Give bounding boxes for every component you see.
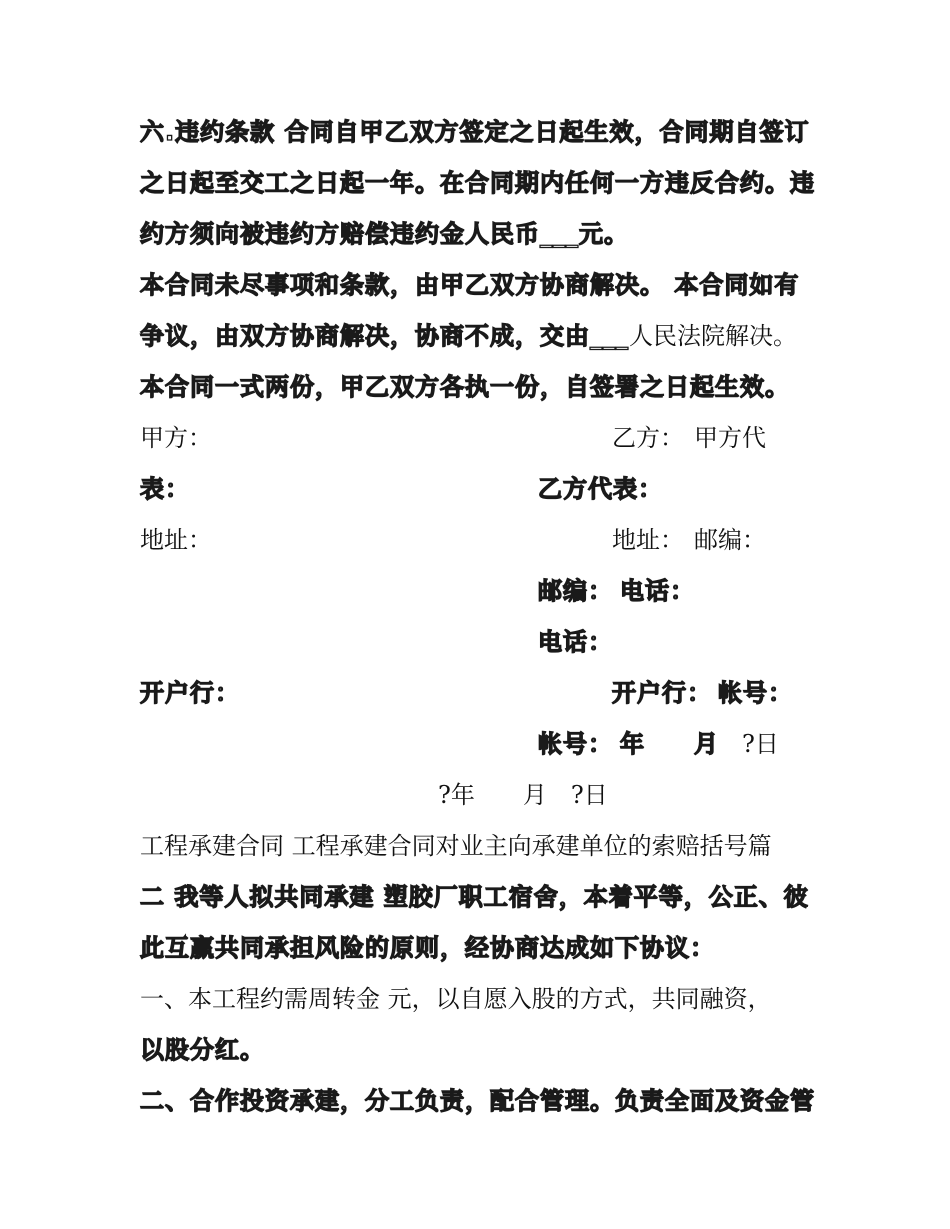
- bank-b-label: 开户行：: [612, 679, 712, 707]
- phone-b-label: 电话：: [538, 628, 613, 656]
- account-a-label: 帐号：: [538, 730, 613, 758]
- party-a-label: 甲方：: [140, 424, 212, 452]
- misc-line2-outlined: 争议，由双方协商解决，协商不成，交由___: [140, 322, 629, 350]
- clause6-line2: 之日起至交工之日起一年。在合同期内任何一方违反合约。违: [140, 169, 815, 197]
- postcode-a-label: 邮编：: [538, 577, 613, 605]
- date-b-month: 月: [694, 730, 719, 758]
- contract2-item1-line2: 以股分红。: [140, 1036, 265, 1064]
- party-a-rep-end: 表：: [140, 475, 190, 503]
- party-a-rep-start: 甲方代: [694, 424, 766, 452]
- contract2-item2-line1: 二、合作投资承建，分工负责，配合管理。负责全面及资金管: [140, 1087, 815, 1115]
- clause6-line1: 六.违约条款 合同自甲乙双方签定之日起生效，合同期自签订: [140, 118, 810, 146]
- misc-line1: 本合同未尽事项和条款，由甲乙双方协商解决。 本合同如有: [140, 271, 800, 299]
- account-b-label: 帐号：: [718, 679, 793, 707]
- contract2-intro1: 二 我等人拟共同承建 塑胶厂职工宿舍，本着平等，公正、彼: [140, 883, 809, 911]
- bank-a-label: 开户行：: [140, 679, 240, 707]
- date-b-day: ?日: [742, 730, 779, 758]
- party-b-label: 乙方：: [612, 424, 684, 452]
- contract2-heading: 工程承建合同 工程承建合同对业主向承建单位的索赔括号篇: [140, 832, 772, 860]
- party-b-rep-label: 乙方代表：: [538, 475, 663, 503]
- phone-a-label: 电话：: [620, 577, 695, 605]
- address-a-label: 地址：: [140, 526, 212, 554]
- clause6-line3: 约方须向被违约方赔偿违约金人民币___元。: [140, 220, 629, 248]
- address-b-label: 地址：: [612, 526, 684, 554]
- misc-line2-plain: 人民法院解决。: [629, 322, 797, 350]
- date-b-year: 年: [620, 730, 645, 758]
- misc-line3: 本合同一式两份，甲乙双方各执一份，自签署之日起生效。: [140, 373, 790, 401]
- contract2-item1-line1: 一、本工程约需周转金 元，以自愿入股的方式，共同融资，: [140, 985, 772, 1013]
- contract2-intro2: 此互赢共同承担风险的原则，经协商达成如下协议：: [140, 934, 715, 962]
- postcode-b-label: 邮编：: [694, 526, 766, 554]
- misc-line2: [140, 321, 797, 351]
- date-a: ?年 月 ?日: [438, 781, 608, 809]
